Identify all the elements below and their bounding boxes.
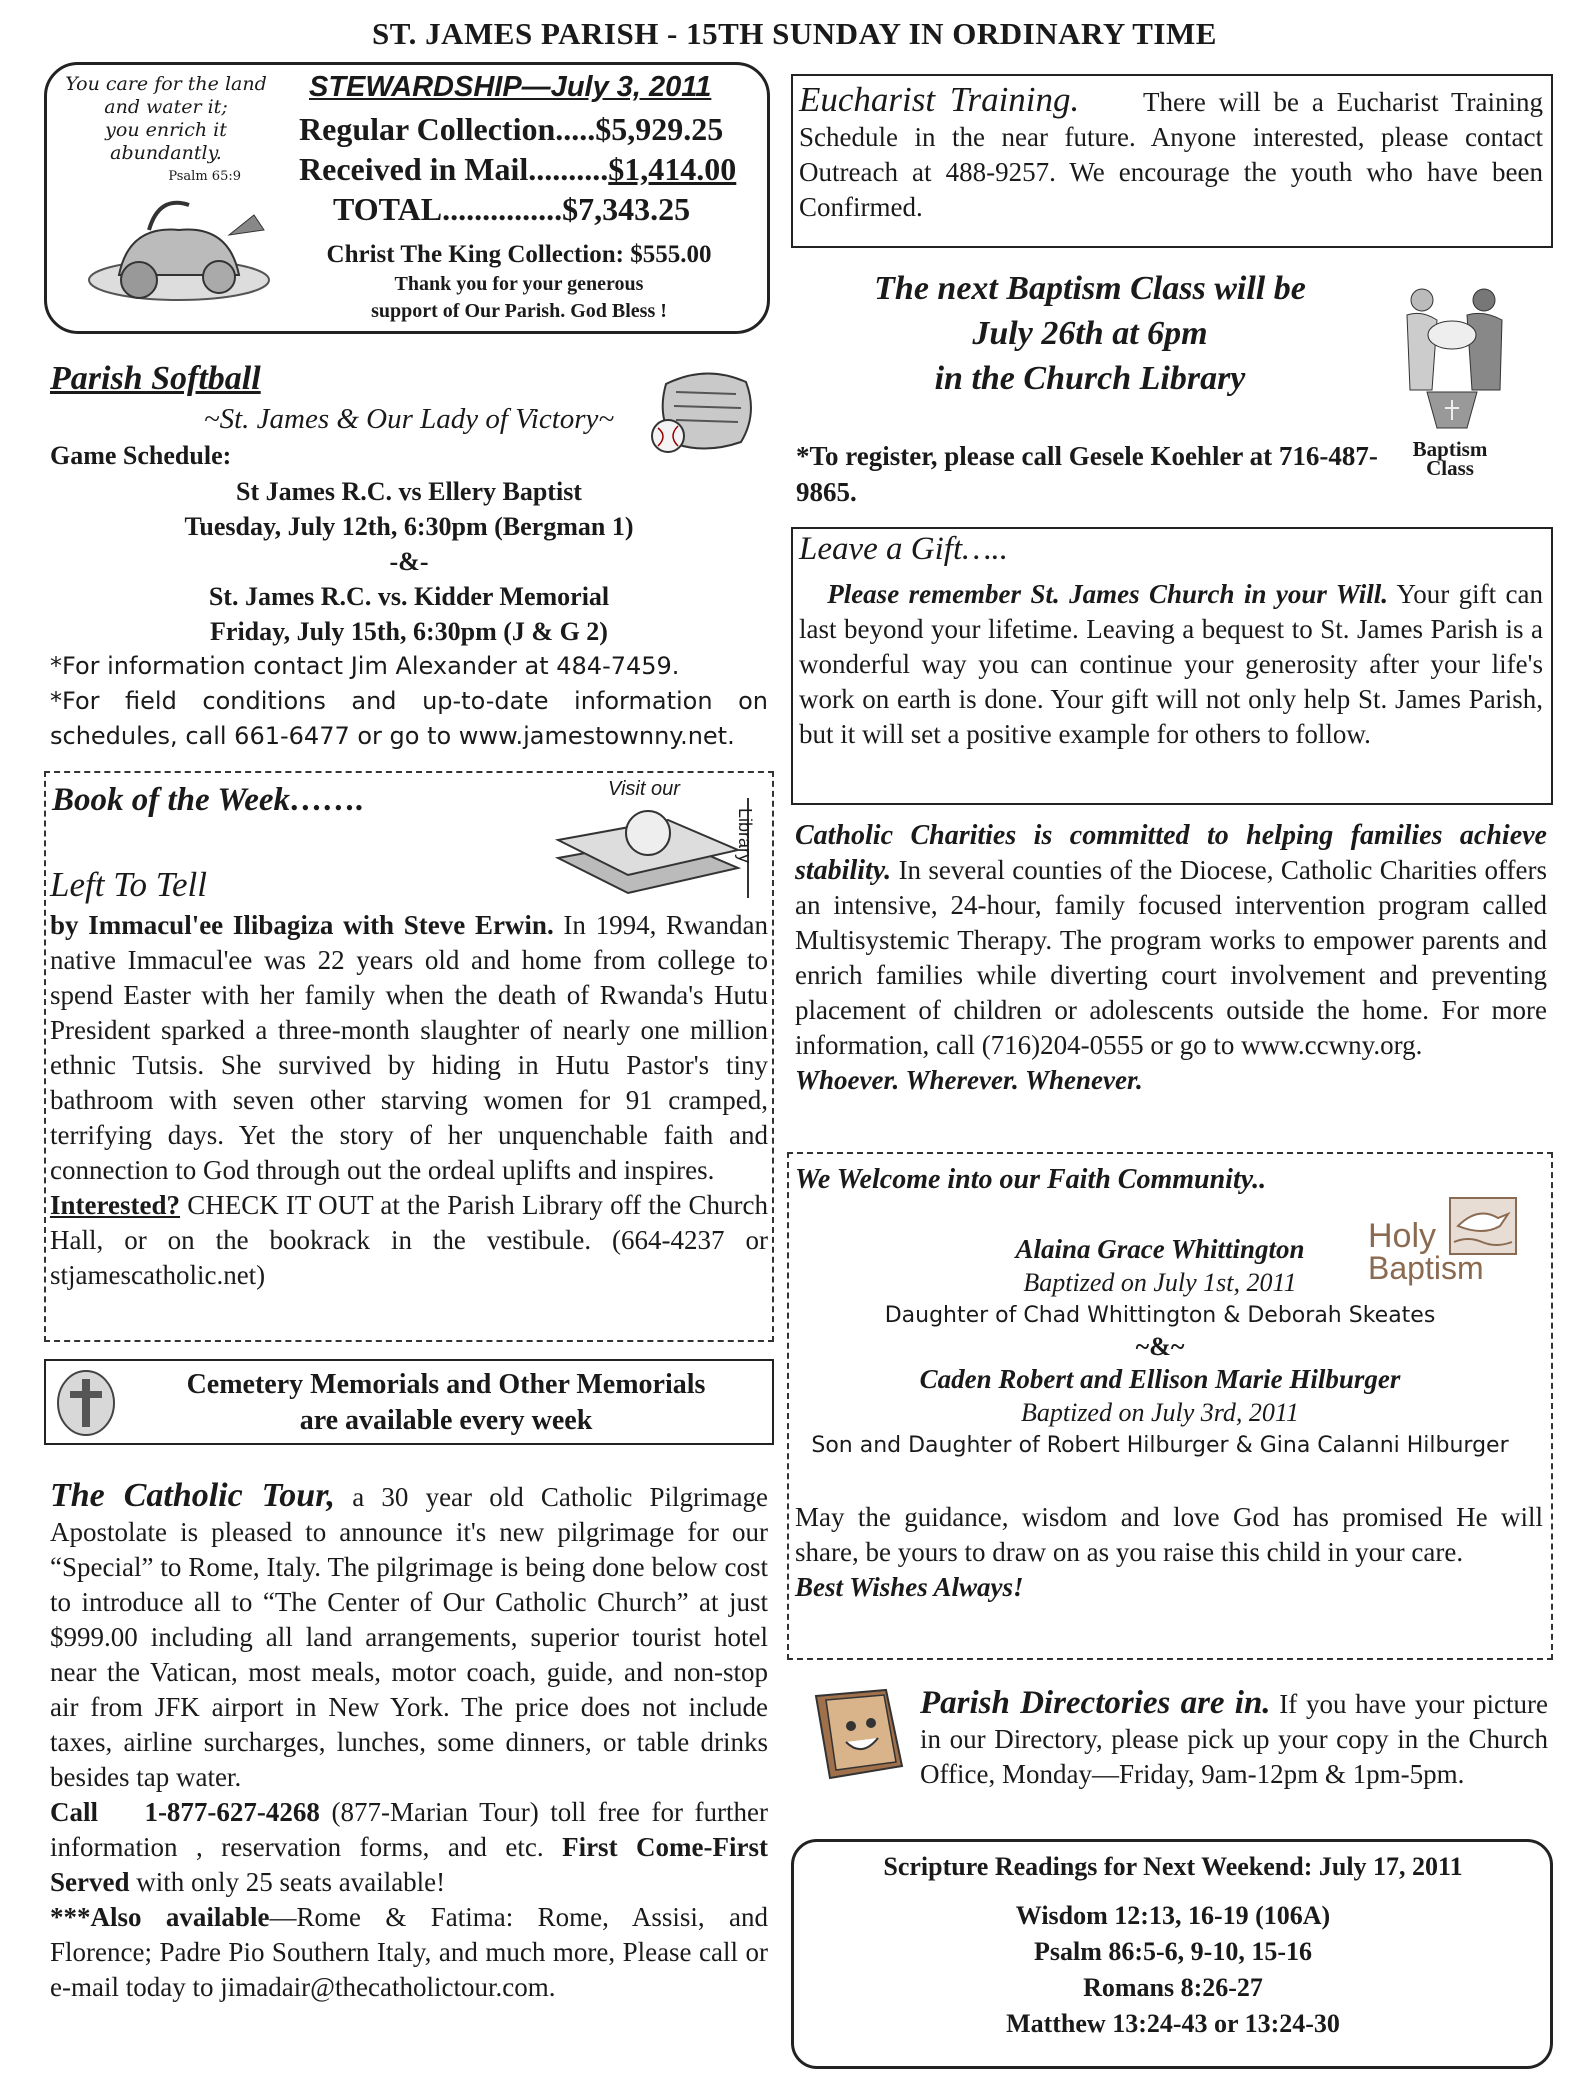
baptism-class-heading: The next Baptism Class will be July 26th at 6pm in the Church Library	[874, 270, 1306, 397]
holy-baptism-logo: Holy Baptism	[1368, 1196, 1518, 1288]
book-description: by Immacul'ee Ilibagiza with Steve Erwin. In 1994, Rwandan native Immacul'ee was 22 years old and home from college to spend Easter with her family when the death of Rwanda's Hutu President sparked a three-month slaughter of nearly one million ethnic Tutsis. She survived by hiding in Hutu Pastor's tiny bathroom with seven other starving women for 91 cramped, terrifying days. Yet the story of her unquenchable faith and connection to God through out the ordeal uplifts and inspires.	[50, 910, 769, 1185]
tour-body: The Catholic Tour, a 30 year old Catholic Pilgrimage Apostolate is pleased to announce it's new pilgrimage for our “Special” to Rome, Italy. The pilgrimage is being done below cost to introduce all to “The Center of Our Catholic Church” at just $999.00 including all land arrangements, superior tourist hotel near the Vatican, most meals, motor coach, guide, and non-stop air from JFK airport in New York. The price does not include taxes, airline surcharges, lunches, some dinners, or table drinks besides tap water.	[50, 1477, 769, 1792]
book-header: Book of the Week…….	[52, 782, 365, 818]
welcome-title: We Welcome into our Faith Community..	[795, 1164, 1267, 1195]
softball-title: Parish Softball	[50, 360, 261, 397]
directories-section: Parish Directories are in. If you have your picture in our Directory, please pick up your copy in the Church Office, Monday—Friday, 9am-12pm & 1pm-5pm.	[920, 1685, 1549, 1789]
ctk-collection: Christ The King Collection: $555.00	[326, 241, 712, 268]
book-interested: Interested? CHECK IT OUT at the Parish Library off the Church Hall, or on the bookrack in the vestibule. (664-4237 or stjamescatholic.net)	[50, 1190, 769, 1290]
game-schedule: St James R.C. vs Ellery Baptist Tuesday, July 12th, 6:30pm (Bergman 1) -&- St. James R.C. vs. Kidder Memorial Friday, July 15th, 6:30pm (J & G 2)	[184, 477, 634, 646]
gift-title: Leave a Gift…..	[799, 531, 1008, 567]
reading-item: Psalm 86:5-6, 9-10, 15-16	[1033, 1937, 1312, 1966]
tour-call: Call 1-877-627-4268 (877-Marian Tour) toll free for further information , reservation forms, and etc. First Come-First Served with only 25 seats available!	[50, 1797, 769, 1897]
directories-title: Parish Directories are in.	[920, 1685, 1271, 1721]
cross-icon	[56, 1369, 116, 1437]
baptized-name: Alaina Grace Whittington	[1015, 1234, 1305, 1264]
baptism-class-caption: Baptism Class	[1412, 437, 1488, 480]
collection-total: TOTAL...............$7,343.25	[333, 191, 691, 227]
stewardship-amounts	[299, 109, 736, 229]
reading-item: Matthew 13:24-43 or 13:24-30	[1006, 2009, 1340, 2038]
cemetery-line2: are available every week	[299, 1405, 593, 1436]
schedule-label: Game Schedule:	[50, 441, 232, 470]
charities-section: Catholic Charities is committed to helping families achieve stability. In several counties of the Diocese, Catholic Charities offers an intensive, 24-hour, family focused intervention program called Multisystemic Therapy. The program works to empower parents and enrich families while diverting court involvement and preventing placement of children or adolescents outside the home. For more information, call (716)204-0555 or go to www.ccwny.org. Whoever. Wherever. Whenever.	[795, 818, 1547, 1098]
baptism-register: *To register, please call Gesele Koehler at 716-487-9865.	[796, 441, 1378, 507]
eucharist-box	[791, 74, 1553, 248]
softball-subtitle: ~St. James & Our Lady of Victory~	[203, 403, 615, 435]
reading-item: Wisdom 12:13, 16-19 (106A)	[1015, 1901, 1331, 1930]
book-content	[50, 862, 768, 1293]
page-title: ST. JAMES PARISH - 15TH SUNDAY IN ORDINARY TIME	[372, 16, 1217, 51]
stewardship-verse: You care for the land and water it; you enrich it abundantly. Psalm 65:9	[65, 73, 267, 184]
tour-section	[50, 1478, 768, 2005]
welcome-blessing: May the guidance, wisdom and love God has promised He will share, be yours to draw on as you raise this child in your care. Best Wishes Always!	[795, 1502, 1543, 1602]
stewardship-box	[44, 62, 770, 334]
gift-text: Please remember St. James Church in your Will. Your gift can last beyond your lifetime. Leaving a bequest to St. James Parish is a wonderful way you can continue your generosity after your life's work on earth is done. Your gift will not only help St. James Parish, but it will set a positive example for others to follow.	[799, 579, 1544, 749]
mail-received: Received in Mail..........$1,414.00	[299, 151, 737, 187]
readings-box	[791, 1839, 1553, 2069]
stewardship-title: STEWARDSHIP—July 3, 2011	[309, 71, 712, 103]
library-badge: Visit our Library	[548, 778, 770, 900]
softball-info: *For information contact Jim Alexander at 484-7459. *For field conditions and up-to-date information on schedules, call 661-6477 or go to www.jamestownny.net.	[50, 652, 768, 750]
readings-list	[794, 1898, 1552, 2042]
stewardship-footer: Christ The King Collection: $555.00 Thank you for your generous support of Our Parish. God Bless !	[279, 239, 759, 325]
baptism-illustration-icon	[1372, 280, 1522, 430]
baptized-list: Alaina Grace Whittington Baptized on July 1st, 2011 Daughter of Chad Whittington & Deborah Skeates ~&~ Caden Robert and Ellison Marie Hilburger Baptized on July 3rd, 2011 Son and Daughter of Robert Hilburger & Gina Calanni Hilburger	[790, 1232, 1530, 1462]
eucharist-text: Eucharist Training. There will be a Eucharist Training Schedule in the near future. Anyone interested, please contact Outreach at 488-9257. We encourage the youth who have been Confirmed.	[799, 80, 1544, 222]
reading-item: Romans 8:26-27	[1083, 1973, 1263, 2002]
baptized-name: Caden Robert and Ellison Marie Hilburger	[919, 1364, 1401, 1394]
eucharist-title: Eucharist Training.	[799, 80, 1080, 119]
book-title: Left To Tell	[50, 865, 207, 904]
baseball-glove-icon	[646, 364, 764, 456]
regular-collection: Regular Collection.....$5,929.25	[299, 111, 724, 147]
tour-also: ***Also available—Rome & Fatima: Rome, Assisi, and Florence; Padre Pio Southern Italy, and much more, Please call or e-mail today to jimadair@thecatholictour.com.	[50, 1902, 769, 2002]
cemetery-line1: Cemetery Memorials and Other Memorials	[186, 1369, 706, 1400]
cemetery-box	[44, 1359, 774, 1445]
readings-title: Scripture Readings for Next Weekend: July 17, 2011	[883, 1852, 1463, 1881]
tour-title: The Catholic Tour,	[50, 1477, 336, 1514]
smiling-book-icon	[806, 1686, 914, 1784]
garden-harvest-icon	[79, 185, 279, 305]
gift-box	[791, 527, 1553, 805]
charities-motto: Whoever. Wherever. Whenever.	[795, 1065, 1143, 1095]
